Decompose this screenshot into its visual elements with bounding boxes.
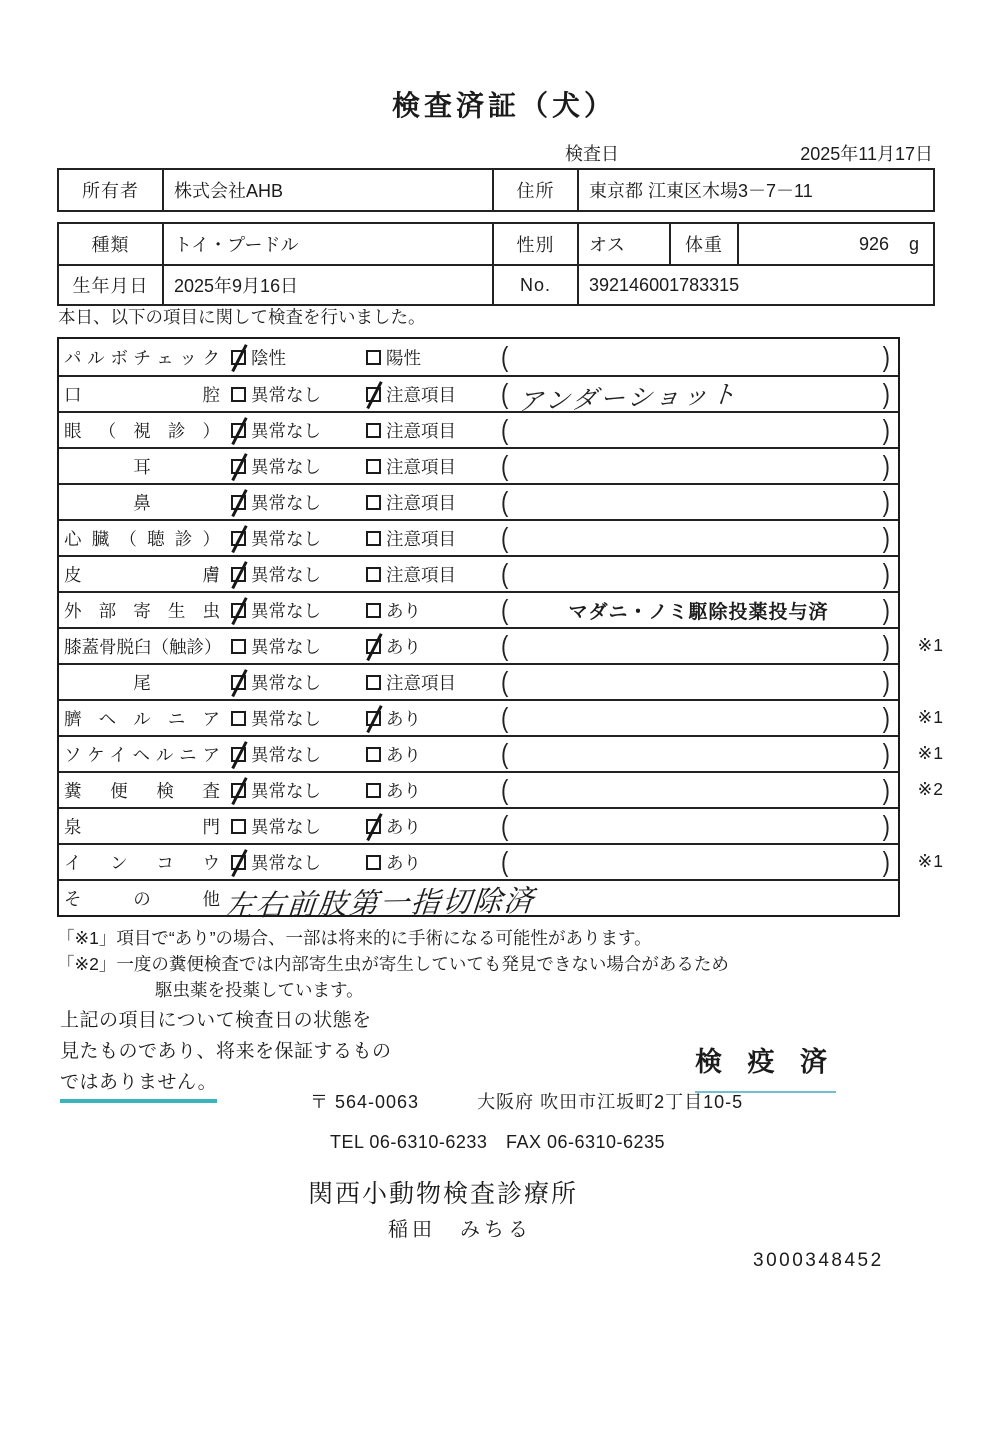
- close-paren: ): [882, 809, 890, 841]
- options-group: [231, 598, 501, 623]
- remarks-field: [501, 485, 898, 519]
- close-paren: ): [882, 773, 890, 805]
- option-2: [366, 345, 501, 370]
- option-label: 異常なし: [251, 564, 321, 585]
- option-2: [366, 562, 501, 587]
- inspection-date-row: [565, 140, 933, 166]
- reference-mark: ※1: [917, 743, 944, 763]
- remarks-field: [501, 629, 898, 663]
- remarks-field: [501, 339, 898, 375]
- inspection-row: [59, 663, 898, 699]
- birth-label: 生年月日: [72, 276, 149, 296]
- birth-value: 2025年9月16日: [162, 266, 492, 304]
- option-label: 注意項目: [386, 384, 456, 405]
- inspection-item-label: 泉門: [64, 816, 220, 837]
- close-paren: ): [882, 413, 890, 445]
- address-value: 東京都 江東区木場3－7－11: [577, 170, 933, 210]
- option-label: 陰性: [251, 347, 286, 368]
- close-paren: ): [882, 485, 890, 517]
- no-label: No.: [492, 266, 577, 304]
- option-2: [366, 490, 501, 515]
- option-2: [366, 526, 501, 551]
- breed-label: 種類: [91, 235, 130, 255]
- open-paren: (: [501, 485, 509, 517]
- checkbox: [231, 783, 246, 798]
- option-1: [231, 490, 366, 515]
- option-1: [231, 562, 366, 587]
- option-label: あり: [386, 600, 421, 621]
- option-1: [231, 778, 366, 803]
- open-paren: (: [501, 701, 509, 733]
- checkbox: [231, 603, 246, 618]
- pet-info-table: [57, 222, 935, 306]
- inspection-date-label: 検査日: [565, 144, 619, 164]
- close-paren: ): [882, 449, 890, 481]
- inspection-item-label: 眼（視診）: [64, 420, 220, 441]
- checkbox: [231, 675, 246, 690]
- reference-mark: ※1: [917, 851, 944, 871]
- option-2: [366, 382, 501, 407]
- option-1: [231, 742, 366, 767]
- option-label: 注意項目: [386, 528, 456, 549]
- options-group: [231, 850, 501, 875]
- open-paren: (: [501, 340, 509, 372]
- option-label: 異常なし: [251, 636, 321, 657]
- owner-info-table: [57, 168, 935, 212]
- checkbox: [231, 350, 246, 365]
- option-label: 異常なし: [251, 744, 321, 765]
- option-label: あり: [386, 708, 421, 729]
- option-1: [231, 526, 366, 551]
- inspection-row: [59, 807, 898, 843]
- option-label: 注意項目: [386, 420, 456, 441]
- option-2: [366, 670, 501, 695]
- breed-value: トイ・プードル: [162, 224, 492, 264]
- inspection-table: [57, 337, 944, 923]
- open-paren: (: [501, 449, 509, 481]
- disclaimer-line1: 上記の項目について検査日の状態を: [60, 1010, 372, 1031]
- inspection-row: [59, 591, 898, 627]
- checkbox: [366, 675, 381, 690]
- inspection-item-label: 尾: [133, 672, 151, 693]
- option-2: [366, 778, 501, 803]
- option-label: 異常なし: [251, 420, 321, 441]
- footnote-2-line1: 「※2」一度の糞便検査では内部寄生虫が寄生していても発見できない場合があるため: [57, 954, 729, 974]
- checkbox: [366, 747, 381, 762]
- option-1: [231, 814, 366, 839]
- option-1: [231, 418, 366, 443]
- options-group: [231, 670, 501, 695]
- checkbox: [366, 603, 381, 618]
- checkbox: [366, 531, 381, 546]
- close-paren: ): [882, 845, 890, 877]
- weight-value: 926: [858, 233, 889, 254]
- checkbox: [231, 819, 246, 834]
- checkbox: [231, 531, 246, 546]
- no-value: 392146001783315: [577, 266, 933, 304]
- open-paren: (: [501, 557, 509, 589]
- option-label: 異常なし: [251, 492, 321, 513]
- close-paren: ): [882, 701, 890, 733]
- inspection-date-value: 2025年11月17日: [800, 144, 933, 164]
- inspection-item-label: 外部寄生虫: [64, 600, 220, 621]
- option-label: 異常なし: [251, 528, 321, 549]
- inspection-row: [59, 879, 898, 923]
- open-paren: (: [501, 809, 509, 841]
- weight-label: 体重: [669, 224, 737, 264]
- intro-text: 本日、以下の項目に関して検査を行いました。: [58, 307, 426, 327]
- disclaimer-line2: 見たものであり、将来を保証するもの: [60, 1041, 392, 1062]
- inspection-row: [59, 735, 944, 771]
- close-paren: ): [882, 593, 890, 625]
- option-label: 異常なし: [251, 600, 321, 621]
- checkbox: [366, 855, 381, 870]
- inspection-row: [59, 555, 898, 591]
- close-paren: ): [882, 557, 890, 589]
- option-label: あり: [386, 744, 421, 765]
- inspection-row: [59, 339, 898, 375]
- checkbox: [231, 459, 246, 474]
- remarks-field: [501, 521, 898, 555]
- options-group: [231, 526, 501, 551]
- weight-unit: g: [908, 233, 919, 254]
- options-group: [231, 778, 501, 803]
- inspection-item-label: 膝蓋骨脱臼（触診）: [64, 636, 222, 657]
- close-paren: ): [882, 737, 890, 769]
- option-2: [366, 706, 501, 731]
- options-group: [231, 382, 501, 407]
- postal-code: 〒 564-0063: [310, 1092, 420, 1112]
- inspection-item-label: ソケイヘルニア: [64, 744, 220, 765]
- owner-value: 株式会社AHB: [162, 170, 492, 210]
- options-group: [231, 345, 501, 370]
- inspection-item-label: 糞便検査: [64, 780, 220, 801]
- options-group: [231, 814, 501, 839]
- remarks-field: [501, 773, 898, 807]
- option-1: [231, 634, 366, 659]
- reference-mark: ※1: [917, 707, 944, 727]
- option-1: [231, 454, 366, 479]
- option-label: 異常なし: [251, 708, 321, 729]
- inspection-row: [59, 519, 898, 555]
- veterinarian-name: 稲田 みちる: [388, 1219, 532, 1241]
- close-paren: ): [882, 629, 890, 661]
- option-label: 異常なし: [251, 672, 321, 693]
- inspection-item-label: 皮膚: [64, 564, 220, 585]
- remarks-field: [501, 593, 898, 627]
- inspection-row: [59, 771, 944, 807]
- open-paren: (: [501, 665, 509, 697]
- option-2: [366, 634, 501, 659]
- close-paren: ): [882, 340, 890, 372]
- option-label: 注意項目: [386, 456, 456, 477]
- clinic-name: 関西小動物検査診療所: [308, 1180, 579, 1208]
- close-paren: ): [882, 521, 890, 553]
- weight-cell: [737, 224, 933, 264]
- remarks-text: 左右前肢第一指切除済: [223, 884, 537, 923]
- open-paren: (: [501, 737, 509, 769]
- page-title: 検査済証（犬）: [391, 90, 616, 121]
- options-group: [231, 418, 501, 443]
- option-label: 異常なし: [251, 780, 321, 801]
- owner-label: 所有者: [82, 181, 139, 201]
- inspection-row: [59, 699, 944, 735]
- remarks-field: [501, 449, 898, 483]
- option-label: あり: [386, 816, 421, 837]
- sex-label: 性別: [492, 224, 577, 264]
- inspection-item-label: 耳: [133, 456, 151, 477]
- option-label: 注意項目: [386, 564, 456, 585]
- checkbox: [231, 639, 246, 654]
- option-1: [231, 706, 366, 731]
- reference-mark: ※1: [917, 635, 944, 655]
- open-paren: (: [501, 377, 509, 409]
- remarks-field: [501, 737, 898, 771]
- remarks-field: [501, 809, 898, 843]
- option-label: 陽性: [386, 347, 421, 368]
- option-1: [231, 670, 366, 695]
- serial-number: 3000348452: [753, 1250, 884, 1271]
- open-paren: (: [501, 845, 509, 877]
- inspection-row: [59, 411, 898, 447]
- close-paren: ): [882, 377, 890, 409]
- checkbox: [231, 495, 246, 510]
- checkbox: [366, 350, 381, 365]
- option-label: 注意項目: [386, 492, 456, 513]
- inspection-item-label: 鼻: [133, 492, 151, 513]
- clinic-address: 大阪府 吹田市江坂町2丁目10-5: [477, 1092, 744, 1112]
- reference-mark: ※2: [917, 779, 944, 799]
- tel-fax: TEL 06-6310-6233 FAX 06-6310-6235: [330, 1132, 666, 1152]
- close-paren: ): [882, 665, 890, 697]
- checkbox: [231, 711, 246, 726]
- inspection-item-label: パルボチェック: [64, 347, 220, 368]
- option-1: [231, 382, 366, 407]
- checkbox: [231, 747, 246, 762]
- remarks-field: [501, 557, 898, 591]
- open-paren: (: [501, 593, 509, 625]
- checkbox: [366, 495, 381, 510]
- option-1: [231, 345, 366, 370]
- inspection-item-label: 口腔: [64, 384, 220, 405]
- footnotes: [57, 925, 729, 1003]
- option-2: [366, 814, 501, 839]
- remarks-field: [501, 665, 898, 699]
- clinic-address-row: [310, 1088, 743, 1114]
- inspection-item-label: その他: [64, 888, 220, 909]
- options-group: [231, 454, 501, 479]
- open-paren: (: [501, 521, 509, 553]
- inspection-row: [59, 447, 898, 483]
- checkbox: [231, 387, 246, 402]
- inspection-item-label: インコウ: [64, 852, 220, 873]
- option-label: あり: [386, 780, 421, 801]
- inspection-row: [59, 483, 898, 519]
- option-label: 注意項目: [386, 672, 456, 693]
- inspection-item-label: 臍ヘルニア: [64, 708, 220, 729]
- option-label: あり: [386, 852, 421, 873]
- option-1: [231, 598, 366, 623]
- options-group: [231, 634, 501, 659]
- option-label: あり: [386, 636, 421, 657]
- options-group: [231, 490, 501, 515]
- option-2: [366, 418, 501, 443]
- disclaimer-line3: ではありません。: [60, 1067, 217, 1103]
- option-label: 異常なし: [251, 816, 321, 837]
- remarks-text: アンダーショット: [517, 380, 741, 417]
- checkbox: [366, 387, 381, 402]
- inspection-row: [59, 375, 898, 417]
- checkbox: [366, 423, 381, 438]
- options-group: [231, 562, 501, 587]
- checkbox: [366, 711, 381, 726]
- remarks-field: [223, 881, 898, 923]
- option-label: 異常なし: [251, 456, 321, 477]
- open-paren: (: [501, 629, 509, 661]
- options-group: [231, 706, 501, 731]
- option-label: 異常なし: [251, 384, 321, 405]
- address-label: 住所: [492, 170, 577, 210]
- inspection-row: [59, 627, 944, 663]
- checkbox: [366, 567, 381, 582]
- checkbox: [366, 783, 381, 798]
- checkbox: [231, 567, 246, 582]
- option-2: [366, 742, 501, 767]
- checkbox: [366, 819, 381, 834]
- open-paren: (: [501, 413, 509, 445]
- option-2: [366, 850, 501, 875]
- quarantine-stamp: 検 疫 済: [695, 1040, 836, 1093]
- options-group: [231, 742, 501, 767]
- inspection-item-label: 心臓（聴診）: [64, 528, 220, 549]
- open-paren: (: [501, 773, 509, 805]
- option-2: [366, 454, 501, 479]
- remarks-field: [501, 701, 898, 735]
- checkbox: [366, 459, 381, 474]
- remarks-field: [501, 413, 898, 447]
- sex-value: オス: [577, 224, 669, 264]
- footnote-2-line2: 駆虫薬を投薬しています。: [155, 980, 364, 1000]
- checkbox: [231, 855, 246, 870]
- option-1: [231, 850, 366, 875]
- option-label: 異常なし: [251, 852, 321, 873]
- remarks-field: [501, 377, 898, 417]
- remarks-text: マダニ・ノミ駆除投薬投与済: [568, 601, 829, 623]
- option-2: [366, 598, 501, 623]
- checkbox: [231, 423, 246, 438]
- footnote-1: 「※1」項目で“あり”の場合、一部は将来的に手術になる可能性があります。: [57, 928, 652, 948]
- checkbox: [366, 639, 381, 654]
